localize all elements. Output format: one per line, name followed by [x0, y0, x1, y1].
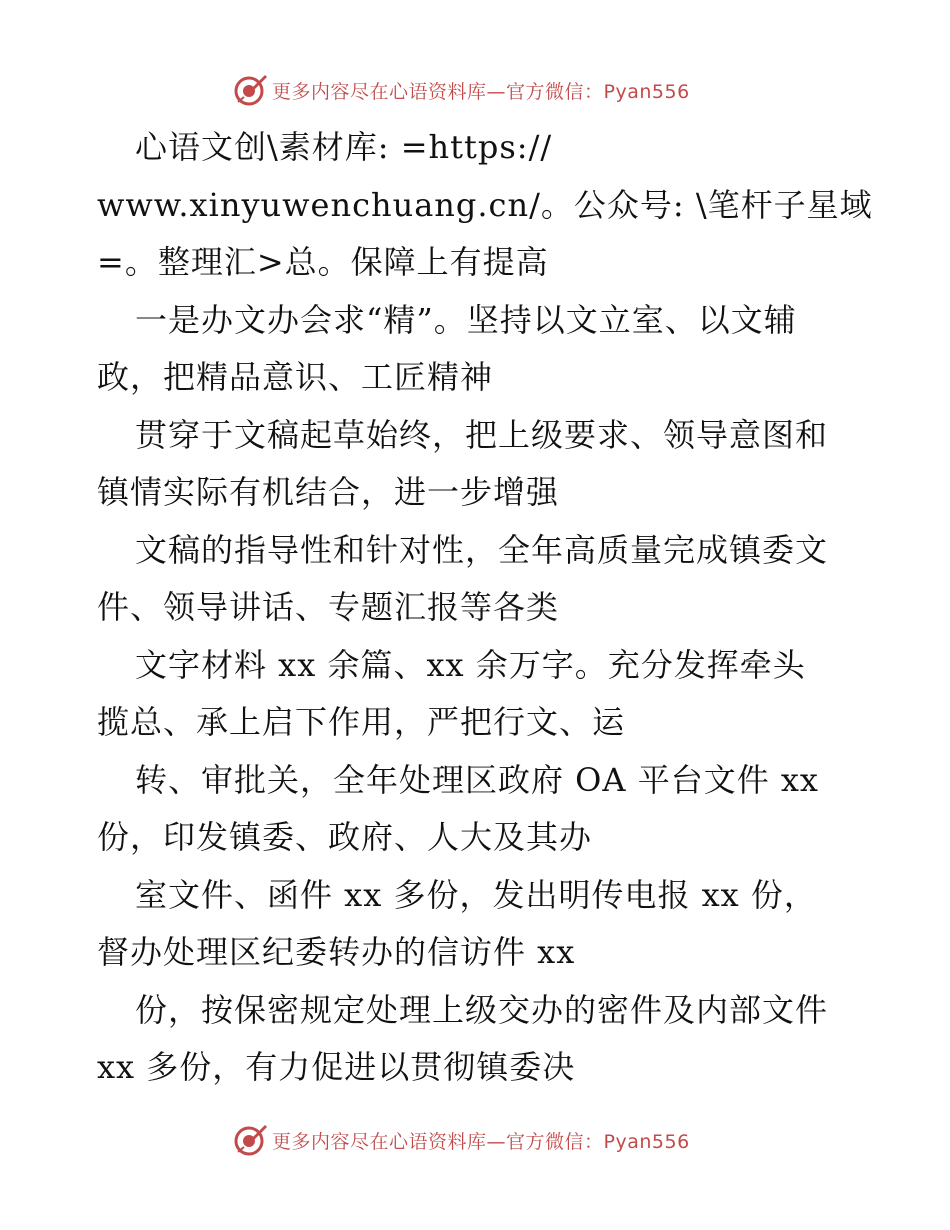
- text-line: 份，印发镇委、政府、人大及其办: [97, 818, 593, 856]
- text-line: 室文件、函件 xx 多份，发出明传电报 xx 份，: [135, 875, 817, 914]
- text-line: 揽总、承上启下作用，严把行文、运: [97, 703, 626, 741]
- text-line: 件、领导讲话、专题汇报等各类: [97, 588, 560, 626]
- text-line: 一是办文办会求“精”。坚持以文立室、以文辅: [135, 300, 797, 339]
- header-banner: [232, 70, 690, 110]
- text-line: 心语文创\素材库: =https://: [135, 128, 553, 166]
- text-line: 督办处理区纪委转办的信访件 xx: [97, 933, 576, 971]
- footer-banner: [232, 1120, 690, 1160]
- text-line: 文稿的指导性和针对性，全年高质量完成镇委文: [135, 530, 829, 569]
- text-line: 份，按保密规定处理上级交办的密件及内部文件: [135, 990, 829, 1029]
- text-line: 镇情实际有机结合，进一步增强: [97, 473, 560, 511]
- text-line: www.xinyuwenchuang.cn/。公众号: \笔杆子星域: [97, 185, 873, 224]
- document-body: [97, 119, 877, 1097]
- text-line: 文字材料 xx 余篇、xx 余万字。充分发挥牵头: [135, 645, 806, 684]
- text-line: 政，把精品意识、工匠精神: [97, 358, 494, 396]
- text-line: xx 多份，有力促进以贯彻镇委决: [97, 1048, 576, 1086]
- pen-logo-icon: [232, 72, 268, 108]
- header-banner-text: 更多内容尽在心语资料库—官方微信：Pyan556: [272, 80, 690, 103]
- text-line: =。整理汇>总。保障上有提高: [97, 243, 549, 281]
- footer-banner-text: 更多内容尽在心语资料库—官方微信：Pyan556: [272, 1130, 690, 1153]
- pen-logo-icon: [232, 1122, 268, 1158]
- text-line: 贯穿于文稿起草始终，把上级要求、领导意图和: [135, 415, 829, 454]
- text-line: 转、审批关，全年处理区政府 OA 平台文件 xx: [135, 760, 819, 799]
